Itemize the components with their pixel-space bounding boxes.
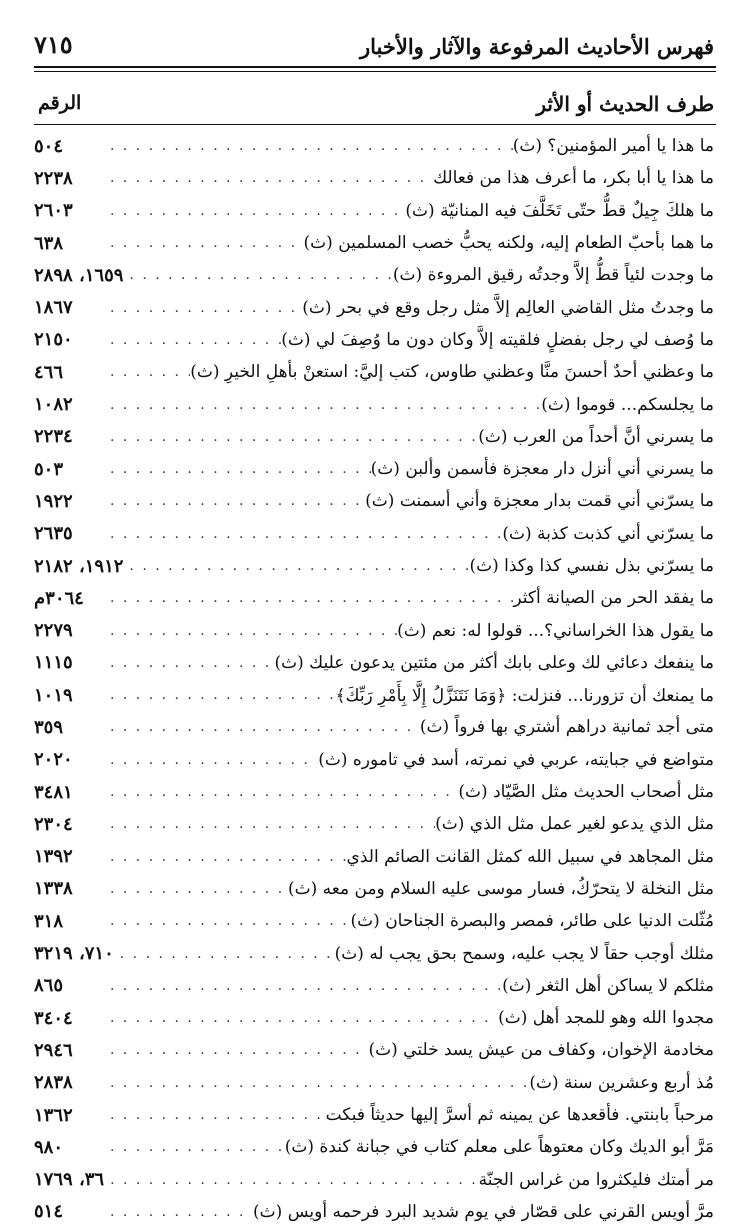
entry-text: ما وُصف لي رجل بفضلٍ فلقيته إلاَّ وكان دون ما وُصِفَ لي (ث) bbox=[281, 329, 714, 350]
entry-text: ما هما بأحبّ الطعام إليه، ولكنه يحبُّ خصب المسلمين (ث) bbox=[303, 233, 714, 254]
entry-text: ما ينفعك دعائي لك وعلى بابك أكثر من مئتين يدعون عليك (ث) bbox=[274, 652, 714, 673]
entry-number: ١٣٩٢ bbox=[34, 846, 73, 868]
entry-text: مرحباً بابنتي. فأقعدها عن يمينه ثم أسرَّ إليها حديثاً فبكت bbox=[325, 1105, 714, 1126]
index-entry bbox=[34, 1099, 714, 1131]
dot-leader bbox=[104, 203, 405, 219]
entry-text: ما هذا يا أمير المؤمنين؟ (ث) bbox=[512, 136, 714, 157]
entry-number: ٢٩٤٦ bbox=[34, 1039, 73, 1061]
entry-number: ١٨٦٧ bbox=[34, 297, 73, 319]
index-entry bbox=[34, 937, 714, 969]
entry-number: ٢٠٢٠ bbox=[34, 749, 73, 771]
entry-number: ٥١٤ bbox=[34, 1201, 64, 1223]
header-rule-thin bbox=[34, 71, 716, 72]
entry-number: ٥٠٤ bbox=[34, 135, 64, 157]
entry-text: مثلك أوجب حقاً لا يجب عليه، وسمح بحق يجب له (ث) bbox=[334, 943, 714, 964]
index-entry bbox=[34, 518, 714, 550]
running-title: فهرس الأحاديث المرفوعة والآثار والأخبار bbox=[360, 34, 714, 59]
entry-number: ٢٨٣٨ bbox=[34, 1072, 73, 1094]
index-entry bbox=[34, 1067, 714, 1099]
entry-number: ١٣٦٢ bbox=[34, 1104, 73, 1126]
entry-number: ٢٣٠٤ bbox=[34, 813, 73, 835]
entry-text: ما يسرني أنَّ أحداً من العرب (ث) bbox=[478, 426, 714, 447]
entry-number: ١٩١٢، ٢١٨٢ bbox=[34, 555, 124, 577]
index-entry bbox=[34, 324, 714, 356]
entry-text: ما وجدتُ مثل القاضي العالِم إلاَّ مثل رجل وقع في بحر (ث) bbox=[302, 297, 714, 318]
index-entry bbox=[34, 130, 714, 162]
entry-text: مر أمتك فليكثروا من غراس الجنّة bbox=[478, 1169, 714, 1190]
dot-leader bbox=[104, 1107, 326, 1123]
dot-leader bbox=[114, 946, 335, 962]
entry-text: ما يسرّني أني كذبت كذبة (ث) bbox=[502, 523, 714, 544]
entry-text: مخادمة الإخوان، وكفاف من عيش يسد خلتي (ث) bbox=[368, 1040, 714, 1061]
dot-leader bbox=[104, 655, 274, 671]
entry-number: ١٠٨٢ bbox=[34, 394, 73, 416]
entry-number: ١٩٢٢ bbox=[34, 490, 73, 512]
entry-text: مثل النخلة لا يتحرّكُ، فسار موسى عليه السلام ومن معه (ث) bbox=[288, 878, 714, 899]
entry-text: ما هلكَ جِيلٌ قطُّ حتّى تَخَلَّفَ فيه المنانيّة (ث) bbox=[405, 200, 714, 221]
entry-text: ما يقول هذا الخراساني؟... قولوا له: نعم (ث) bbox=[397, 620, 714, 641]
entry-number: ٩٨٠ bbox=[34, 1136, 64, 1158]
dot-leader bbox=[104, 752, 318, 768]
entry-text: ما وجدت لئياً قطُّ إلاَّ وجدتُه رقيق المروءة (ث) bbox=[392, 265, 714, 286]
index-entry bbox=[34, 1131, 714, 1163]
entry-text: ما يسرني أني أنزل دار معجزة فأسمن وألبن (ث) bbox=[370, 459, 714, 480]
header-rule-thick bbox=[34, 66, 716, 68]
entry-text: مجدوا الله وهو للمجد أهل (ث) bbox=[498, 1008, 714, 1029]
column-heading-number: الرقم bbox=[38, 92, 82, 114]
index-entry bbox=[34, 550, 714, 582]
entry-text: ما يسرّني بذل نفسي كذا وكذا (ث) bbox=[469, 556, 714, 576]
index-entry bbox=[34, 162, 714, 194]
page-number: ٧١٥ bbox=[34, 30, 73, 59]
entry-number: ٢٢٣٤ bbox=[34, 426, 73, 448]
entry-number: ٣٠٦٤م bbox=[34, 587, 84, 609]
dot-leader bbox=[104, 461, 371, 477]
dot-leader bbox=[104, 719, 420, 735]
dot-leader bbox=[104, 1139, 285, 1155]
index-entry bbox=[34, 291, 714, 323]
column-heading-title: طرف الحديث أو الأثر bbox=[536, 92, 714, 116]
index-entry bbox=[34, 841, 714, 873]
entry-text: متواضع في جبايته، عربي في نمرته، أسد في تاموره (ث) bbox=[318, 749, 714, 770]
index-entry bbox=[34, 1034, 714, 1066]
entry-number: ٨٦٥ bbox=[34, 975, 64, 997]
dot-leader bbox=[104, 138, 513, 154]
dot-leader bbox=[104, 429, 478, 445]
entry-number: ٦٣٨ bbox=[34, 232, 64, 254]
entry-text: مثل المجاهد في سبيل الله كمثل القانت الصائم الذي bbox=[346, 846, 714, 867]
entry-text: مُذ أربع وعشرين سنة (ث) bbox=[529, 1072, 714, 1093]
dot-leader bbox=[104, 881, 288, 897]
entry-text: ما يمنعك أن تزورنا... فنزلت: ﴿وَمَا نَتَنَزَّلُ إِلَّا بِأَمْرِ رَبِّكَ﴾ bbox=[335, 685, 714, 706]
dot-leader bbox=[104, 364, 190, 380]
entry-text: مثل أصحاب الحديث مثل الصَّيّاد (ث) bbox=[458, 782, 714, 803]
dot-leader bbox=[104, 1075, 529, 1091]
index-entry bbox=[34, 421, 714, 453]
entry-number: ٢٢٧٩ bbox=[34, 620, 73, 642]
index-entry bbox=[34, 195, 714, 227]
entry-number: ٣٦، ١٧٦٩ bbox=[34, 1169, 105, 1191]
entry-number: ٢٦٣٥ bbox=[34, 523, 73, 545]
entry-number: ٥٠٣ bbox=[34, 458, 64, 480]
index-entry bbox=[34, 1164, 714, 1196]
entry-text: ما يسرّني أني قمت بدار معجزة وأني أسمنت (ث) bbox=[365, 491, 714, 512]
dot-leader bbox=[104, 1010, 498, 1026]
entry-number: ١٣٣٨ bbox=[34, 878, 73, 900]
entry-number: ٢٦٠٣ bbox=[34, 200, 73, 222]
dot-leader bbox=[123, 558, 469, 574]
entry-text: مثلكم لا يساكن أهل الثغر (ث) bbox=[502, 975, 714, 996]
index-entry bbox=[34, 905, 714, 937]
column-heading-rule bbox=[34, 124, 716, 125]
dot-leader bbox=[104, 687, 336, 703]
dot-leader bbox=[104, 397, 541, 413]
dot-leader bbox=[104, 1042, 368, 1058]
index-entry bbox=[34, 970, 714, 1002]
dot-leader bbox=[104, 526, 502, 542]
index-entry bbox=[34, 808, 714, 840]
entry-number: ١٦٥٩، ٢٨٩٨ bbox=[34, 264, 124, 286]
dot-leader bbox=[104, 300, 302, 316]
entry-text: مُثّلت الدنيا على طائر، فمصر والبصرة الجناحان (ث) bbox=[350, 911, 714, 932]
index-entry bbox=[34, 873, 714, 905]
entry-number: ٣٥٩ bbox=[34, 716, 64, 738]
dot-leader bbox=[104, 332, 281, 348]
dot-leader bbox=[104, 849, 347, 865]
index-entry bbox=[34, 614, 714, 646]
index-list bbox=[34, 130, 714, 1228]
dot-leader bbox=[104, 1204, 253, 1220]
entry-text: مرَّ أويس القرني على قصّار في يوم شديد البرد فرحمه أويس (ث) bbox=[253, 1201, 714, 1222]
entry-number: ١٠١٩ bbox=[34, 684, 73, 706]
dot-leader bbox=[104, 913, 351, 929]
entry-text: مَرَّ أبو الديك وكان معتوهاً على معلم كتاب في جبانة كندة (ث) bbox=[284, 1137, 714, 1158]
entry-number: ٣٤٨١ bbox=[34, 781, 73, 803]
entry-number: ٣١٨ bbox=[34, 910, 64, 932]
index-entry bbox=[34, 776, 714, 808]
index-entry bbox=[34, 227, 714, 259]
index-entry bbox=[34, 744, 714, 776]
dot-leader bbox=[104, 978, 502, 994]
entry-number: ٧١٠، ٣٢١٩ bbox=[34, 943, 114, 965]
dot-leader bbox=[104, 493, 365, 509]
entry-text: ما هذا يا أبا بكر، ما أعرف هذا من فعالك bbox=[433, 168, 714, 189]
index-entry bbox=[34, 259, 714, 291]
index-entry bbox=[34, 1002, 714, 1034]
index-entry bbox=[34, 453, 714, 485]
entry-text: مثل الذي يدعو لغير عمل مثل الذي (ث) bbox=[435, 814, 714, 835]
index-entry bbox=[34, 388, 714, 420]
dot-leader bbox=[104, 784, 458, 800]
entry-text: متى أجد ثمانية دراهم أشتري بها فرواً (ث) bbox=[419, 717, 714, 738]
entry-number: ١١١٥ bbox=[34, 652, 73, 674]
index-entry bbox=[34, 356, 714, 388]
dot-leader bbox=[104, 170, 433, 186]
entry-text: ما يفقد الحر من الصيانة أكثر bbox=[513, 588, 714, 609]
dot-leader bbox=[104, 623, 397, 639]
dot-leader bbox=[104, 816, 435, 832]
index-entry bbox=[34, 582, 714, 614]
entry-text: ما وعظني أحدٌ أحسنَ منَّا وعظني طاوس، كتب إليَّ: استعنْ بأهلِ الخيرِ (ث) bbox=[190, 362, 714, 383]
index-entry bbox=[34, 1196, 714, 1228]
dot-leader bbox=[104, 590, 513, 606]
entry-text: ما يجلسكم... قوموا (ث) bbox=[541, 394, 714, 415]
dot-leader bbox=[104, 235, 304, 251]
index-entry bbox=[34, 485, 714, 517]
entry-number: ٢٢٣٨ bbox=[34, 167, 73, 189]
entry-number: ٢١٥٠ bbox=[34, 329, 73, 351]
index-entry bbox=[34, 647, 714, 679]
index-entry bbox=[34, 711, 714, 743]
dot-leader bbox=[104, 1172, 478, 1188]
entry-number: ٤٦٦ bbox=[34, 361, 64, 383]
entry-number: ٣٤٠٤ bbox=[34, 1007, 73, 1029]
index-entry bbox=[34, 679, 714, 711]
dot-leader bbox=[123, 267, 392, 283]
